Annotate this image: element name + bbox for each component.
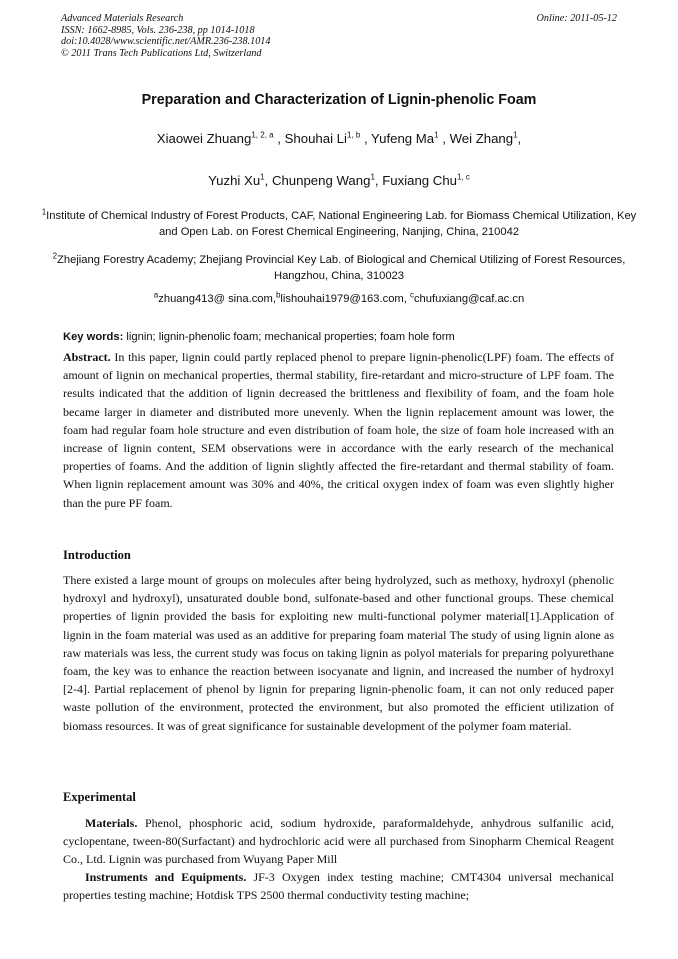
author-name: Wei Zhang — [449, 131, 514, 146]
materials-text: Phenol, phosphoric acid, sodium hydroxide, paraformaldehyde, anhydrous sulfanilic acid, cyclopentane, tween-80(Surfactant) and hydrochloric acid were all purchased from Sinopharm Chemical Reagent Co., Ltd. Lignin was purchased from Wuyang Paper Mill — [63, 816, 614, 867]
author-line-2: Yuzhi Xu$^1$, Chunpeng Wang$^1$, Fuxiang Chu$^{1, c}$ — [208, 172, 470, 188]
doi-line: doi:10.4028/www.scientific.net/AMR.236-238.1014 — [61, 36, 271, 48]
experimental-heading: Experimental — [63, 790, 136, 804]
paper-title: Preparation and Characterization of Lignin-phenolic Foam — [141, 92, 537, 108]
author-affiliation-mark: 1 — [434, 130, 439, 140]
author-affiliation-mark: 1, 2, a — [251, 130, 274, 140]
author-name: Shouhai Li — [284, 131, 347, 146]
email-link[interactable]: lishouhai1979@163.com, — [280, 293, 410, 305]
affiliation-number: 1 — [41, 207, 47, 217]
introduction-heading: Introduction — [63, 548, 131, 562]
affiliation-text: Institute of Chemical Industry of Forest Products, CAF, National Engineering Lab. for Biomass Chemical Utilization, Key and Open Lab. on Forest Chemical Engineering, Nanjing, China, 210042 — [46, 210, 637, 238]
abstract-text: In this paper, lignin could partly replaced phenol to prepare lignin-phenolic(LPF) foam. The effects of amount of lignin on mechanical properties, thermal stability, fire-retardant and micro-structure of LPF foam. The results indicated that the addition of lignin decreased the brittleness and flexibility of foam, and the foam hole became larger in diameter and distributed more unevenly. When the lignin replacement amount was lower, the foam had regular foam hole structure and even distribution of foam hole, the size of foam hole increased with an increase of lignin content, SEM observations were in accordance with the early research of the mechanical properties of foams. And the addition of lignin slightly affected the fire-retardant and thermal stability of foam. When lignin replacement amount was 30% and 40%, the critical oxygen index of foam was even slightly higher than the pure PF foam. — [63, 350, 614, 510]
affiliation-text: Zhejiang Forestry Academy; Zhejiang Provincial Key Lab. of Biological and Chemical Utilizing of Forest Resources, Hangzhou, China, 310023 — [57, 254, 626, 282]
affiliation-1 — [40, 208, 638, 240]
materials-paragraph — [63, 814, 614, 869]
author-line-1: Xiaowei Zhuang$^{1, 2, a}$ , Shouhai Li$^{1, b}$ , Yufeng Ma$^1$ , Wei Zhang$^1$, — [156, 130, 522, 146]
affiliation-2 — [40, 252, 638, 284]
keywords-text: lignin; lignin-phenolic foam; mechanical properties; foam hole form — [123, 331, 455, 343]
author-name: Fuxiang Chu — [382, 173, 457, 188]
author-affiliation-mark: 1, c — [457, 172, 470, 182]
author-name: Xiaowei Zhuang — [156, 131, 252, 146]
author-name: Yuzhi Xu — [208, 173, 261, 188]
copyright-line: © 2011 Trans Tech Publications Ltd, Switzerland — [61, 47, 262, 59]
abstract — [63, 348, 614, 512]
author-affiliation-mark: 1 — [513, 130, 518, 140]
journal-header — [61, 13, 617, 59]
keywords-label: Key words: — [63, 331, 124, 343]
author-emails: $^a$zhuang413@ sina.com,$^b$lishouhai1979@163.com, $^c$chufuxiang@caf.ac.cn — [153, 290, 525, 305]
author-name: Yufeng Ma — [371, 131, 435, 146]
email-link[interactable]: zhuang413@ sina.com, — [158, 293, 276, 305]
keywords — [63, 331, 455, 343]
instruments-text: JF-3 Oxygen index testing machine; CMT4304 universal mechanical properties testing machine; Hotdisk TPS 2500 thermal conductivity testing machine; — [63, 870, 615, 903]
author-affiliation-mark: 1, b — [346, 130, 361, 140]
author-affiliation-mark: 1 — [370, 172, 375, 182]
online-date: Online: 2011-05-12 — [536, 13, 617, 24]
issn-line: ISSN: 1662-8985, Vols. 236-238, pp 1014-1018 — [61, 24, 255, 36]
author-name: Chunpeng Wang — [271, 173, 371, 188]
author-affiliation-mark: 1 — [260, 172, 265, 182]
email-link[interactable]: chufuxiang@caf.ac.cn — [413, 293, 525, 305]
instruments-paragraph — [63, 868, 614, 904]
affiliation-number: 2 — [52, 251, 58, 261]
materials-label: Materials. — [85, 816, 138, 830]
journal-name: Advanced Materials Research — [61, 13, 184, 24]
abstract-label: Abstract. — [63, 350, 111, 364]
introduction-paragraph: There existed a large mount of groups on molecules after being hydrolyzed, such as methoxy, hydroxyl (phenolic hydroxyl and hydroxyl), unsaturated double bond, sulfonate-based and other functional groups. These chemical properties of lignin provided the basis for exploiting new multi-functional polymer material[1].Application of lignin in the foam material was used as an additive for preparing foam material The study of using lignin alone as raw materials was less, the current study was focus on taking lignin as polyol materials for preparing polyurethane foam, the key was to enhance the reaction between isocyanate and lignin, and increased the number of hydroxyl [2-4]. Partial replacement of phenol by lignin for preparing lignin-phenolic foam, it can not only reduced paper waste pollution of the environment, protected the environment, but also promoted the efficient utilization of biomass resources. It was of great significance for sustainable development of the polymer foam material. — [63, 573, 614, 733]
instruments-label: Instruments and Equipments. — [85, 870, 247, 884]
